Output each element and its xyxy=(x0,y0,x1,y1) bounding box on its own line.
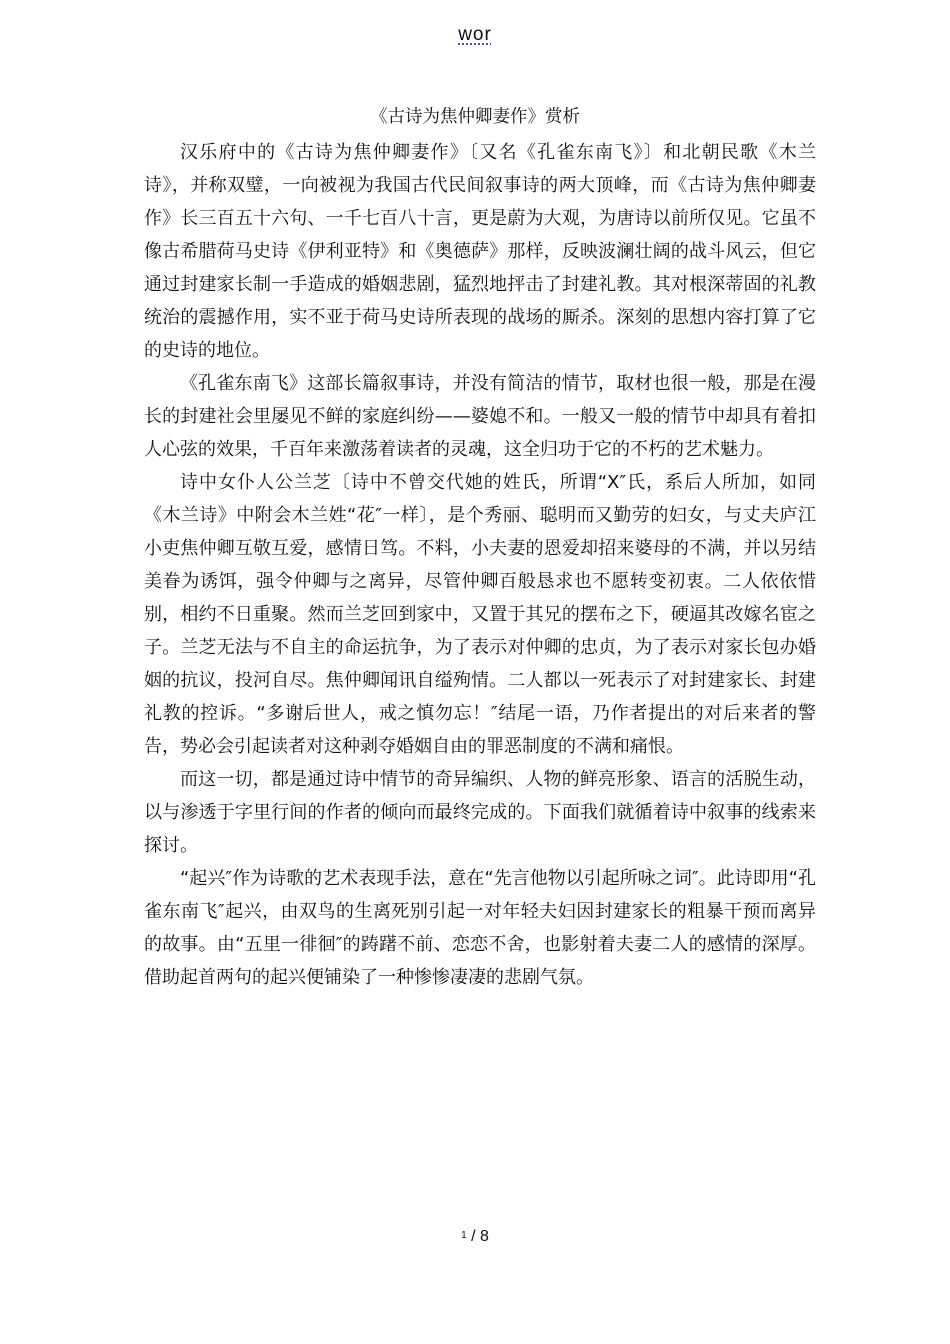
page-current: 1 xyxy=(461,1230,467,1241)
page-total: 8 xyxy=(480,1228,489,1245)
paragraph-3: 诗中女仆人公兰芝〔诗中不曾交代她的姓氏，所谓“X″氏，系后人所加，如同《木兰诗》中附会木兰姓“花″一样〕，是个秀丽、聪明而又勤劳的妇女，与丈夫庐江小吏焦仲卿互敬互爱，感情日笃。不料，小夫妻的恩爱却招来婆母的不满，并以另结美眷为诱饵，强令仲卿与之离异，尽管仲卿百般恳求也不愿转变初衷。二人依依惜别，相约不日重聚。然而兰芝回到家中，又置于其兄的摆布之下，硬逼其改嫁名宦之子。兰芝无法与不自主的命运抗争，为了表示对仲卿的忠贞，为了表示对家长包办婚姻的抗议，投河自尽。焦仲卿闻讯自缢殉情。二人都以一死表示了对封建家长、封建礼教的控诉。“多谢后世人，戒之慎勿忘！″结尾一语，乃作者提出的对后来者的警告，势必会引起读者对这种剥夺婚姻自由的罪恶制度的不满和痛恨。 xyxy=(144,472,816,757)
paragraph-2: 《孔雀东南飞》这部长篇叙事诗，并没有简洁的情节，取材也很一般，那是在漫长的封建社会里屡见不鲜的家庭纠纷——婆媳不和。一般又一般的情节中却具有着扣人心弦的效果，千百年来激荡着读者的灵魂，这全归功于它的不朽的艺术魅力。 xyxy=(144,373,816,460)
paragraph-4: 而这一切，都是通过诗中情节的奇异编织、人物的鲜亮形象、语言的活脱生动，以与渗透于字里行间的作者的倾向而最终完成的。下面我们就循着诗中叙事的线索来探讨。 xyxy=(144,769,816,856)
page-header xyxy=(0,24,950,46)
paragraph-1: 汉乐府中的《古诗为焦仲卿妻作》〔又名《孔雀东南飞》〕和北朝民歌《木兰诗》，并称双璧，一向被视为我国古代民间叙事诗的两大顶峰，而《古诗为焦仲卿妻作》长三百五十六句、一千七百八十言，更是蔚为大观，为唐诗以前所仅见。它虽不像古希腊荷马史诗《伊利亚特》和《奥德萨》那样，反映波澜壮阔的战斗风云，但它通过封建家长制一手造成的婚姻悲剧，猛烈地抨击了封建礼教。其对根深蒂固的礼教统治的震撼作用，实不亚于荷马史诗所表现的战场的厮杀。深刻的思想内容打算了它的史诗的地位。 xyxy=(144,142,816,361)
paragraph-5: “起兴″作为诗歌的艺术表现手法，意在“先言他物以引起所咏之词″。此诗即用“孔雀东南飞″起兴，由双鸟的生离死别引起一对年轻夫妇因封建家长的粗暴干预而离异的故事。由“五里一徘徊″的踌躇不前、恋恋不舍，也影射着夫妻二人的感情的深厚。借助起首两句的起兴便铺染了一种惨惨凄凄的悲剧气氛。 xyxy=(144,868,816,988)
page-number xyxy=(0,1228,950,1246)
document-body xyxy=(144,136,816,994)
document-title: 《古诗为焦仲卿妻作》赏析 xyxy=(370,107,580,127)
page-separator: / xyxy=(466,1228,480,1245)
header-text: wor xyxy=(458,24,492,45)
